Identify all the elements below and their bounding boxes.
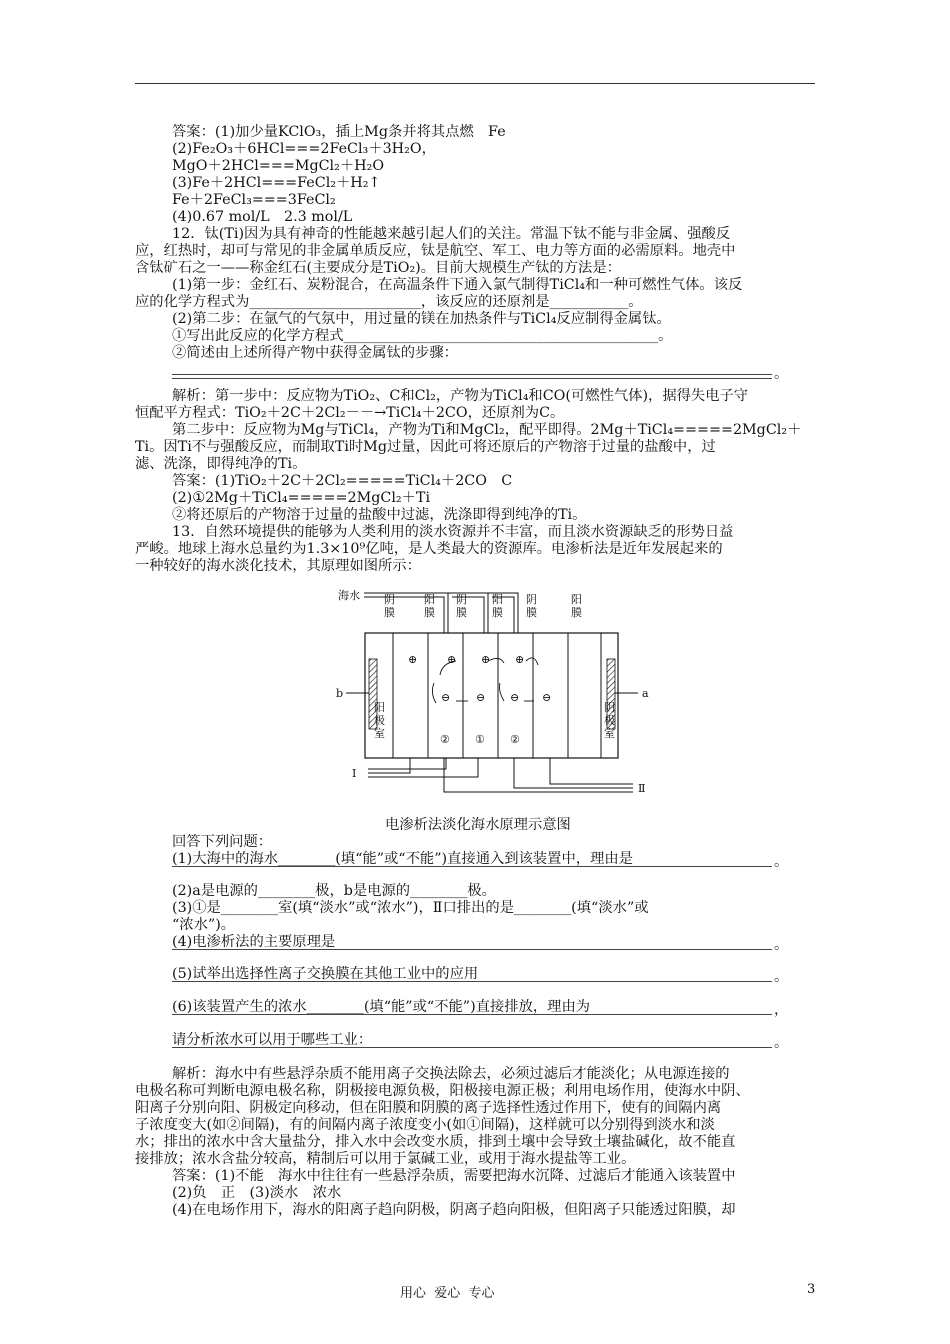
- text-line: 水；排出的浓水中含大量盐分，排入水中会改变水质，排到土壤中会导致土壤盐碱化，故不能直: [135, 1134, 736, 1150]
- text-line: (4)在电场作用下，海水的阳离子趋向阴极，阴离子趋向阳极，但阳离子只能透过阳膜，却: [172, 1202, 736, 1218]
- text-line: (2)第二步：在氩气的气氛中，用过量的镁在加热条件与TiCl₄反应制得金属钛。: [172, 311, 671, 327]
- text-line: (4)电渗析法的主要原理是: [172, 934, 336, 950]
- ion-symbols: [408, 653, 551, 704]
- electrode-a-label: a: [642, 687, 649, 700]
- answer-blank[interactable]: [172, 1047, 772, 1048]
- text-line: 12．钛(Ti)因为具有神奇的性能越来越引起人们的关注。常温下钛不能与非金属、强酸反: [172, 226, 731, 242]
- text-line: (5)试举出选择性离子交换膜在其他工业中的应用: [172, 966, 479, 982]
- answer-blank[interactable]: [172, 981, 772, 982]
- cathode-room-label: 阴极室: [604, 701, 615, 740]
- text-line: 回答下列问题：: [172, 834, 273, 850]
- text-line: Ti。因Ti不与强酸反应，而制取Ti时Mg过量，因此可将还原后的产物溶于过量的盐酸中，过: [135, 439, 716, 455]
- text-line: 答案：(1)不能 海水中往往有一些悬浮杂质，需要把海水沉降、过滤后才能通入该装置中: [172, 1168, 736, 1184]
- text-line: 电极名称可判断电源电极名称，阴极接电源负极，阳极接电源正极；利用电场作用，使海水中阴、: [135, 1083, 750, 1099]
- membrane-label-4: 阳膜: [492, 593, 503, 619]
- text-line: 答案：(1)TiO₂＋2C＋2Cl₂=====TiCl₄＋2CO C: [172, 473, 513, 489]
- text-line: MgO＋2HCl===MgCl₂＋H₂O: [172, 158, 385, 174]
- page-number: 3: [807, 1282, 816, 1297]
- outlet-1-label: Ⅰ: [352, 767, 357, 780]
- text-line: 应的化学方程式为________________________，该反应的还原剂是___________。: [135, 294, 643, 310]
- membrane-label-5: 阴膜: [526, 593, 537, 619]
- text-line: (1)第一步：金红石、炭粉混合，在高温条件下通入氯气制得TiCl₄和一种可燃性气体。该反: [172, 277, 743, 293]
- text-line: 答案：(1)加少量KClO₃，插上Mg条并将其点燃 Fe: [172, 124, 506, 140]
- text-line: 子浓度变大(如②间隔)，有的间隔内离子浓度变小(如①间隔)，这样就可以分别得到淡水和淡: [135, 1117, 715, 1133]
- blank-end-punct: ，: [774, 1002, 789, 1018]
- answer-blank[interactable]: [172, 378, 772, 379]
- anode-room-label: 阳极室: [374, 701, 385, 740]
- text-line: 严峻。地球上海水总量约为1.3×10⁹亿吨，是人类最大的资源库。电渗析法是近年发展起来的: [135, 541, 723, 557]
- answer-blank[interactable]: [172, 1014, 772, 1015]
- text-line: (3)①是________室(填“淡水”或“浓水”)，Ⅱ口排出的是________(填“淡水”或: [172, 900, 649, 916]
- blank-end-punct: 。: [774, 937, 789, 953]
- chamber-2-left: ②: [440, 733, 450, 746]
- electrode-b-label: b: [336, 687, 344, 700]
- text-line: ②将还原后的产物溶于过量的盐酸中过滤，洗涤即得到纯净的Ti。: [172, 507, 587, 523]
- text-line: ①写出此反应的化学方程式____________________________________________。: [172, 328, 673, 344]
- text-line: 第二步中：反应物为Mg与TiCl₄，产物为Ti和MgCl₂，配平即得。2Mg＋TiCl₄=====2MgCl₂＋: [172, 422, 802, 438]
- outlet-pipes: [368, 758, 633, 792]
- chamber-1: ①: [475, 733, 485, 746]
- header-rule: [135, 83, 815, 84]
- text-line: 解析：海水中有些悬浮杂质不能用离子交换法除去，必须过滤后才能淡化；从电源连接的: [172, 1066, 730, 1082]
- answer-blank[interactable]: [172, 866, 772, 867]
- text-line: (2)负 正 (3)淡水 浓水: [172, 1185, 342, 1201]
- text-line: 接排放；浓水含盐分较高，精制后可以用于氯碱工业，或用于海水提盐等工业。: [135, 1151, 636, 1167]
- membrane-label-1: 阴膜: [384, 593, 395, 619]
- text-line: 阳离子分别向阳、阴极定向移动，但在阳膜和阴膜的离子选择性透过作用下，使有的间隔内离: [135, 1100, 722, 1116]
- text-line: (6)该装置产生的浓水________(填“能”或“不能”)直接排放，理由为: [172, 999, 591, 1015]
- text-line: 恒配平方程式：TiO₂＋2C＋2Cl₂－－→TiCl₄＋2CO，还原剂为C。: [135, 405, 565, 421]
- cation-symbol: ⊕: [481, 653, 491, 666]
- text-line: 13．自然环境提供的能够为人类利用的淡水资源并不丰富，而且淡水资源缺乏的形势日益: [172, 524, 734, 540]
- diagram-caption: 电渗析法淡化海水原理示意图: [385, 817, 571, 833]
- blank-end-punct: 。: [774, 969, 789, 985]
- text-line: “浓水”)。: [172, 917, 236, 933]
- text-line: 含钛矿石之一——称金红石(主要成分是TiO₂)。目前大规模生产钛的方法是：: [135, 260, 621, 276]
- blank-end-punct: 。: [774, 1035, 789, 1051]
- membrane-label-6: 阳膜: [571, 593, 582, 619]
- text-line: 解析：第一步中：反应物为TiO₂、C和Cl₂，产物为TiCl₄和CO(可燃性气体)，据得失电子守: [172, 388, 749, 404]
- text-line: 应，红热时，却可与常见的非金属单质反应，钛是航空、军工、电力等方面的必需原料。地壳中: [135, 243, 736, 259]
- text-line: 请分析浓水可以用于哪些工业：: [172, 1032, 373, 1048]
- cation-symbol: ⊕: [515, 653, 525, 666]
- blank-end-punct: 。: [774, 854, 789, 870]
- membrane-lines: [393, 633, 601, 758]
- anion-symbol: ⊖: [441, 691, 451, 704]
- chamber-2-right: ②: [510, 733, 520, 746]
- tank-outline: [365, 633, 618, 758]
- footer-motto: 用心 爱心 专心: [400, 1286, 495, 1301]
- cation-symbol: ⊕: [447, 653, 457, 666]
- text-line: (1)大海中的海水________(填“能”或“不能”)直接通入到该装置中，理由是: [172, 851, 633, 867]
- text-line: (2)Fe₂O₃＋6HCl===2FeCl₃＋3H₂O，: [172, 141, 436, 157]
- anion-symbol: ⊖: [542, 691, 552, 704]
- cation-symbol: ⊕: [408, 653, 418, 666]
- text-line: (4)0.67 mol/L 2.3 mol/L: [172, 209, 353, 225]
- membrane-label-3: 阴膜: [456, 593, 467, 619]
- text-line: (2)a是电源的________极，b是电源的________极。: [172, 883, 496, 899]
- outlet-2-label: Ⅱ: [638, 782, 646, 795]
- text-line: ②简述由上述所得产物中获得金属钛的步骤：: [172, 345, 458, 361]
- blank-end-punct: 。: [774, 366, 789, 382]
- answer-blank[interactable]: [172, 949, 772, 950]
- text-line: (2)①2Mg＋TiCl₄=====2MgCl₂＋Ti: [172, 490, 431, 506]
- text-line: 滤、洗涤，即得纯净的Ti。: [135, 456, 307, 472]
- anion-symbol: ⊖: [510, 691, 520, 704]
- text-line: Fe＋2FeCl₃===3FeCl₂: [172, 192, 336, 208]
- text-line: 一种较好的海水淡化技术，其原理如图所示：: [135, 558, 421, 574]
- anion-symbol: ⊖: [476, 691, 486, 704]
- seawater-label: 海水: [338, 589, 360, 602]
- membrane-label-2: 阳膜: [424, 593, 435, 619]
- answer-blank[interactable]: [172, 374, 772, 375]
- electrodialysis-diagram: [328, 583, 678, 815]
- text-line: (3)Fe＋2HCl===FeCl₂＋H₂↑: [172, 175, 381, 191]
